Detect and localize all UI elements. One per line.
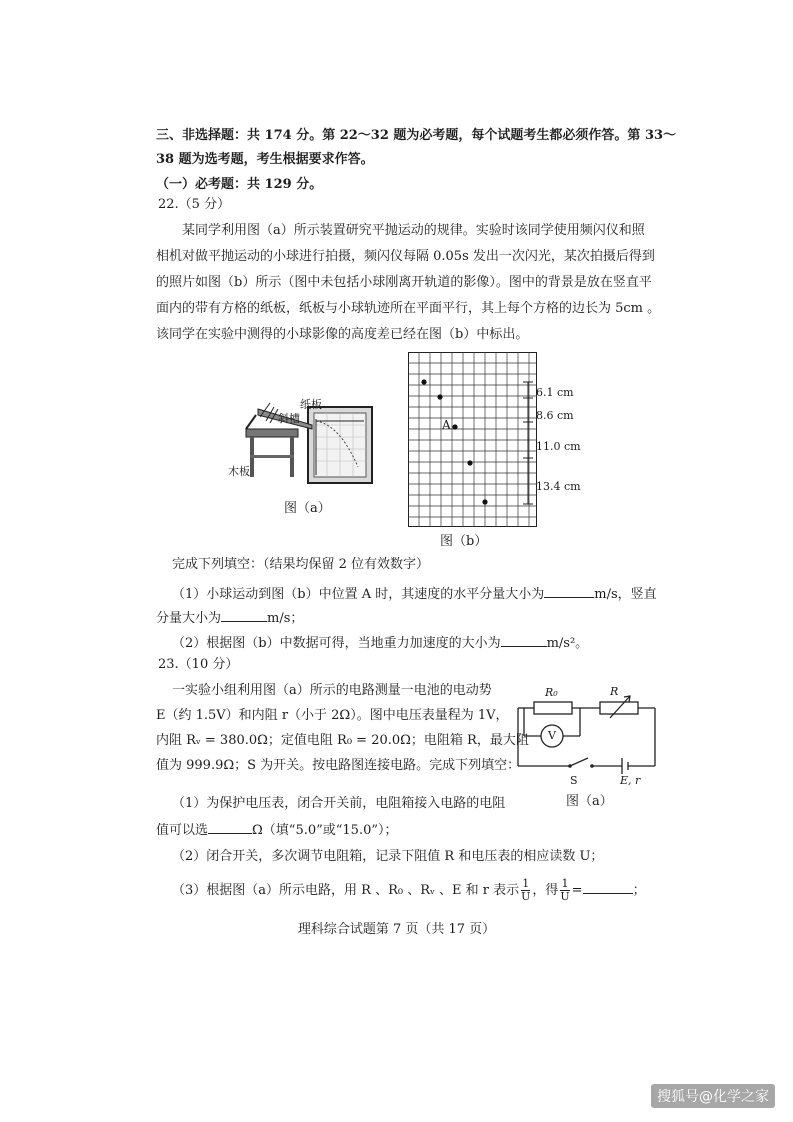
fig-b-height-brackets bbox=[522, 378, 536, 508]
ball-image-4 bbox=[482, 499, 487, 504]
q22-q1-line1 bbox=[172, 584, 657, 604]
answer-blank-vx[interactable] bbox=[544, 584, 594, 598]
q22-para-line2: 相机对做平抛运动的小球进行拍摄，频闪仪每隔 0.05s 发出一次闪光，某次拍摄后得到 bbox=[156, 249, 655, 264]
fraction-1-over-u: $\frac{1}{U}$ bbox=[521, 877, 531, 903]
switch-lever bbox=[570, 758, 588, 766]
circuit-label-source: E, r bbox=[620, 774, 641, 787]
q23-para-line1: 一实验小组利用图（a）所示的电路测量一电池的电动势 bbox=[172, 683, 492, 698]
q23-q3-mid: ，得 bbox=[532, 883, 559, 898]
page-footer: 理科综合试题第 7 页（共 17 页） bbox=[297, 922, 496, 937]
q22-instruction: 完成下列填空：（结果均保留 2 位有效数字） bbox=[172, 557, 430, 572]
fig-b-height-2: 8.6 cm bbox=[536, 409, 574, 422]
q22-q1-text2: 分量大小为 bbox=[156, 611, 222, 626]
q23-para-line3: 内阻 Rᵥ = 380.0Ω；定值电阻 R₀ = 20.0Ω；电阻箱 R，最大阻 bbox=[156, 733, 529, 748]
q23-q1-options: Ω（填“5.0”或“15.0”）； bbox=[252, 823, 398, 838]
q22-header: 22.（5 分） bbox=[158, 197, 231, 212]
q22-q1-text: （1）小球运动到图（b）中位置 A 时，其速度的水平分量大小为 bbox=[172, 587, 545, 602]
fig-b-grid bbox=[408, 352, 538, 528]
q22-q1-line2 bbox=[156, 608, 303, 628]
q23-q3-text: （3）根据图（a）所示电路，用 R 、R₀ 、Rᵥ 、E 和 r 表示 bbox=[172, 883, 520, 898]
fig-b-caption: 图（b） bbox=[440, 534, 488, 549]
resistor-r0 bbox=[534, 702, 572, 714]
ball-image-2 bbox=[437, 394, 442, 399]
q23-q3-line bbox=[172, 878, 646, 903]
fraction-1-over-u-2: $\frac{1}{U}$ bbox=[560, 877, 570, 903]
section-title-line1: 三、非选择题：共 174 分。第 22～32 题为必考题，每个试题考生都必须作答。第 33～ bbox=[156, 128, 677, 143]
q22-para-line4: 面内的带有方格的纸板，纸板与小球轨迹所在平面平行，其上每个方格的边长为 5cm 。 bbox=[156, 301, 661, 316]
fig-a-label-paper: 纸板 bbox=[300, 398, 322, 411]
q23-para-line4: 值为 999.9Ω；S 为开关。按电路图连接电路。完成下列填空： bbox=[156, 758, 521, 773]
fig-b-point-a-label: A bbox=[442, 418, 451, 432]
q22-q2-unit: m/s²。 bbox=[546, 636, 589, 651]
fig-a-label-slot: 斜槽 bbox=[278, 412, 300, 425]
q22-q1-unit1: m/s，竖直 bbox=[594, 587, 657, 602]
circuit-label-r0: R₀ bbox=[545, 686, 558, 699]
q22-para-line1: 某同学利用图（a）所示装置研究平抛运动的规律。实验时该同学使用频闪仪和照 bbox=[182, 223, 645, 238]
q23-q3-end: ； bbox=[632, 883, 646, 898]
q23-q1-text: 值可以选 bbox=[156, 823, 209, 838]
q23-q3-eq: = bbox=[571, 883, 583, 898]
watermark: 搜狐号@化学之家 bbox=[651, 1084, 775, 1108]
answer-blank-g[interactable] bbox=[501, 633, 547, 647]
ball-image-3 bbox=[467, 460, 472, 465]
q22-q2-line bbox=[172, 633, 588, 653]
fig-b-height-3: 11.0 cm bbox=[536, 440, 581, 453]
ball-image-1 bbox=[421, 379, 426, 384]
fig-a-label-board: 木板 bbox=[228, 465, 250, 478]
answer-blank-vy[interactable] bbox=[221, 608, 267, 622]
fig-b-height-4: 13.4 cm bbox=[536, 480, 581, 493]
q22-q1-unit2: m/s； bbox=[267, 611, 304, 626]
fig-b-height-1: 6.1 cm bbox=[536, 386, 574, 399]
answer-blank-expression[interactable] bbox=[583, 880, 633, 894]
q22-para-line5: 该同学在实验中测得的小球影像的高度差已经在图（b）中标出。 bbox=[156, 327, 529, 342]
q23-q1-line1: （1）为保护电压表，闭合开关前，电阻箱接入电路的电阻 bbox=[172, 796, 506, 811]
circuit-label-s: S bbox=[570, 774, 578, 787]
circuit-label-r: R bbox=[610, 685, 619, 698]
ball-image-a bbox=[452, 424, 457, 429]
section-title-line2: 38 题为选考题，考生根据要求作答。 bbox=[156, 152, 374, 167]
answer-blank-resistance[interactable] bbox=[208, 820, 252, 834]
required-heading: （一）必考题：共 129 分。 bbox=[156, 177, 323, 192]
fig-a-caption: 图（a） bbox=[284, 501, 331, 516]
circuit-label-v: V bbox=[548, 729, 556, 742]
q23-para-line2: E（约 1.5V）和内阻 r（小于 2Ω）。图中电压表量程为 1V， bbox=[156, 708, 509, 723]
circuit-caption: 图（a） bbox=[566, 794, 613, 809]
q22-para-line3: 的照片如图（b）所示（图中未包括小球刚离开轨道的影像）。图中的背景是放在竖直平 bbox=[156, 275, 652, 290]
q23-header: 23.（10 分） bbox=[158, 657, 239, 672]
q22-q2-text: （2）根据图（b）中数据可得，当地重力加速度的大小为 bbox=[172, 636, 501, 651]
q23-q1-line2 bbox=[156, 820, 398, 840]
q23-q2-line: （2）闭合开关，多次调节电阻箱，记录下阻值 R 和电压表的相应读数 U； bbox=[172, 849, 604, 864]
